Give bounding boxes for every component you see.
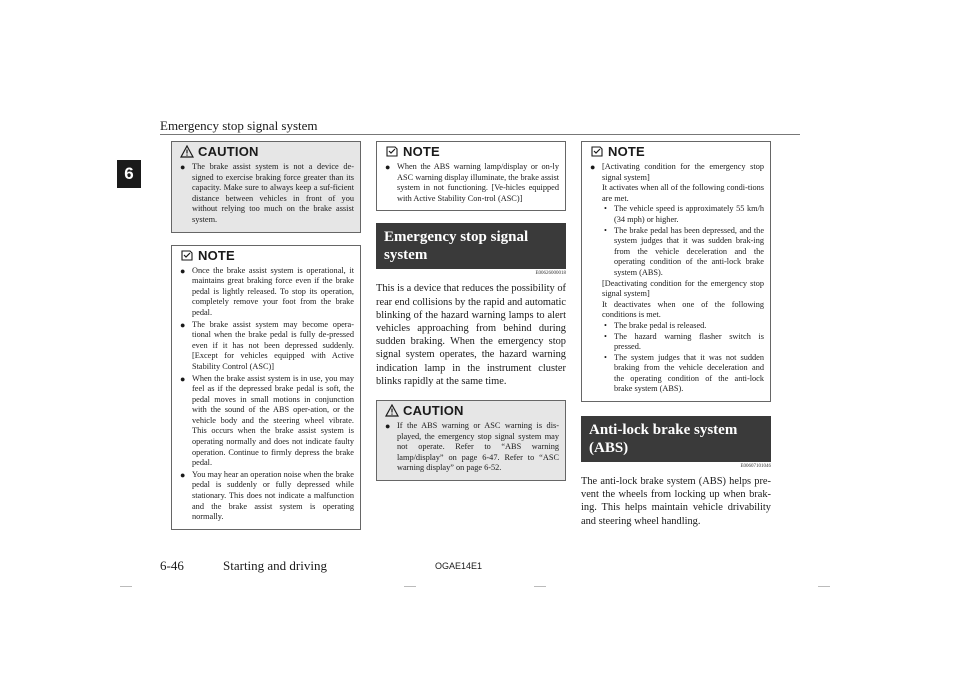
deactivating-heading: [Deactivating condition for the emergency stop signal system] <box>602 278 764 299</box>
caution-title: CAUTION <box>198 144 259 159</box>
section-code: E00607101046 <box>740 464 771 470</box>
caution-box <box>376 400 566 481</box>
note-text: When the ABS warning lamp/display or on-ly ASC warning display illuminate, the brake assist system in not functioning. [Ve-hicles equipped with Active Stability Con-trol (ASC)] <box>397 162 559 203</box>
caution-box <box>171 141 361 233</box>
page-number: 6-46 <box>160 558 184 573</box>
note-heading <box>377 142 565 161</box>
bullet-icon: ● <box>180 469 186 480</box>
list-item <box>180 374 354 469</box>
section-heading: Emergency stop signal system <box>376 223 566 269</box>
chapter-tab: 6 <box>117 160 141 188</box>
list-item <box>180 470 354 523</box>
bullet-icon: ● <box>385 421 391 431</box>
section-heading: Anti-lock brake system (ABS) <box>581 416 771 462</box>
note-heading <box>582 142 770 161</box>
sub-bullet-icon: • <box>604 352 607 362</box>
deactivating-text: It deactivates when one of the following conditions is met. <box>602 299 764 320</box>
bullet-icon: ● <box>180 265 186 276</box>
sub-bullet-icon: • <box>604 320 607 330</box>
note-box <box>581 141 771 402</box>
sub-list-item: • The system judges that it was not sudden braking from the vehicle deceleration and the operating condition of the anti-lock brake system (ABS). <box>604 352 764 394</box>
note-text: You may hear an operation noise when the brake pedal is suddenly or fully depressed while stationary. This does not indicate a malfunction and the brake assist system is operating normally. <box>192 469 354 522</box>
note-title: NOTE <box>608 144 645 159</box>
page-header-title: Emergency stop signal system <box>160 118 318 133</box>
list-item <box>385 162 559 204</box>
note-text: The brake assist system may become opera-tional when the brake pedal is fully de-pressed even if it has not been depressed suddenly. [Except for vehicles equipped with Active Stability Control (ASC)] <box>192 319 354 371</box>
note-icon <box>590 145 604 158</box>
sub-list-item: • The hazard warning flasher switch is pressed. <box>604 331 764 352</box>
list-item <box>180 162 354 226</box>
note-icon <box>385 145 399 158</box>
list-item <box>180 320 354 373</box>
list-item <box>180 266 354 319</box>
bullet-icon: ● <box>180 373 186 384</box>
note-box <box>376 141 566 211</box>
bullet-icon: ● <box>180 162 186 172</box>
caution-heading <box>377 401 565 420</box>
section-paragraph: This is a device that reduces the possibility of rear end collisions by the rapid and automatic blinking of the hazard warning lamps to alert vehicles approaching from behind during sudden braking. When the emergency stop signal system operates, the hazard warning indication lamp in the instrument cluster blinks rapidly at the same time. <box>376 283 566 387</box>
activating-text: It activates when all of the following condi-tions are met. <box>602 183 764 203</box>
note-icon <box>180 249 194 262</box>
list-item <box>590 162 764 395</box>
note-text: Once the brake assist system is operational, it maintains great braking force even if the brake pedal is lightly released. To stop its operation, completely remove your foot from the brake pedal. <box>192 265 354 317</box>
warning-triangle-icon <box>385 404 399 417</box>
note-text: When the brake assist system is in use, you may feel as if the depressed brake pedal is soft, the pedal moves in small motions in conjunction with the sound of the ABS oper-ation, or the vehicle body and the steering wheel vibrate. This occurs when the brake assist system is operating normally and does not indicate faulty operation. Continue to firmly depress the brake pedal. <box>192 373 354 468</box>
note-title: NOTE <box>403 144 440 159</box>
caution-heading <box>172 142 360 161</box>
caution-title: CAUTION <box>403 403 464 418</box>
sub-list-item: • The brake pedal has been depressed, and the system judges that it was sudden brak-ing from the vehicle deceleration and the operating condition of the anti-lock brake system (ABS). <box>604 225 764 277</box>
caution-text: If the ABS warning or ASC warning is dis-played, the emergency stop signal system may not operate. Refer to “ABS warning lamp/display” on page 6-47. Refer to “ASC warning display” on page 6-52. <box>397 421 559 473</box>
section-code: E00626000018 <box>535 271 566 277</box>
caution-text: The brake assist system is not a device de-signed to exercise braking force greater than its capacity. Make sure to always keep a suf-ficient distance between vehicles in front of you without relying too much on the brake assist system. <box>192 162 354 224</box>
sub-bullet-icon: • <box>604 204 607 214</box>
column-2 <box>376 141 566 481</box>
footer-section: Starting and driving <box>223 558 327 573</box>
footer-code: OGAE14E1 <box>435 561 483 571</box>
crop-mark <box>404 586 416 587</box>
section-paragraph: The anti-lock brake system (ABS) helps pre-vent the wheels from locking up when brak-ing. This helps maintain vehicle drivability and steering wheel handling. <box>581 476 771 527</box>
bullet-icon: ● <box>590 162 596 172</box>
header-rule <box>160 134 800 135</box>
note-title: NOTE <box>198 247 235 263</box>
crop-mark <box>818 586 830 587</box>
note-box <box>171 245 361 530</box>
note-heading <box>172 246 360 265</box>
bullet-icon: ● <box>385 162 391 172</box>
warning-triangle-icon <box>180 145 194 158</box>
sub-list-item: • The vehicle speed is approximately 55 km/h (34 mph) or higher. <box>604 204 764 224</box>
sub-list-item: • The brake pedal is released. <box>604 320 707 330</box>
sub-bullet-icon: • <box>604 225 607 235</box>
sub-bullet-icon: • <box>604 331 607 341</box>
list-item <box>385 421 559 474</box>
column-3 <box>581 141 771 528</box>
crop-mark <box>534 586 546 587</box>
bullet-icon: ● <box>180 319 186 330</box>
crop-mark <box>120 586 132 587</box>
column-1 <box>171 141 361 530</box>
activating-heading: [Activating condition for the emergency stop signal system] <box>602 162 764 182</box>
